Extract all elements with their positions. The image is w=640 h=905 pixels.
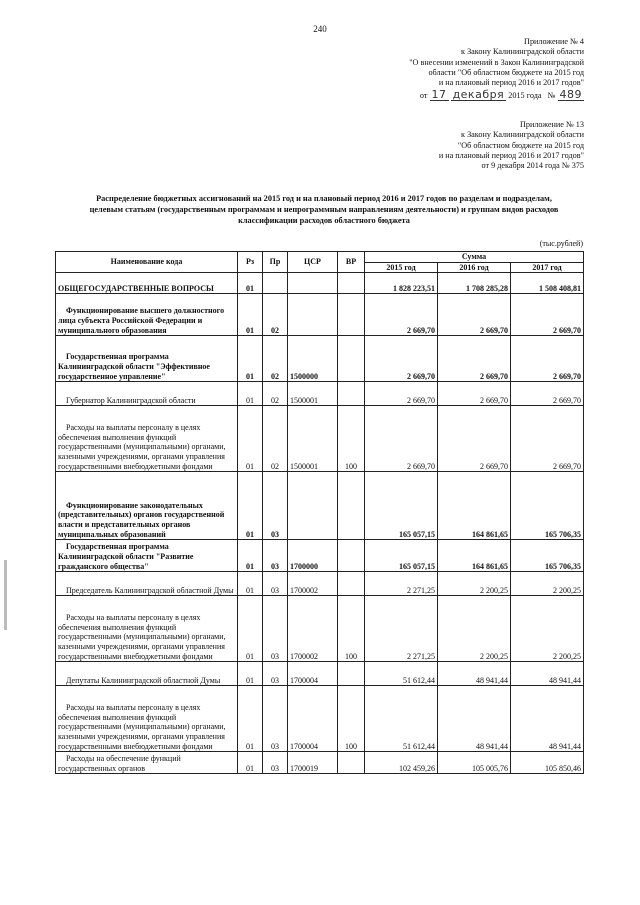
row-2015: 1 828 223,51 [365, 273, 438, 294]
row-csr: 1700019 [288, 752, 338, 774]
row-2016: 2 669,70 [438, 294, 511, 336]
row-2017: 165 706,35 [511, 540, 584, 572]
row-2015: 2 271,25 [365, 572, 438, 596]
row-vr [338, 540, 365, 572]
row-2017: 2 669,70 [511, 336, 584, 382]
table-row [56, 572, 584, 596]
row-2017: 48 941,44 [511, 686, 584, 752]
row-pr: 03 [263, 662, 288, 686]
table-row [56, 382, 584, 406]
row-vr [338, 336, 365, 382]
header-name: Наименование кода [56, 252, 238, 273]
row-name: Председатель Калининградской областной Думы [56, 572, 238, 596]
row-name: Государственная программа Калининградской области "Развитие гражданского общества" [56, 540, 238, 572]
row-csr [288, 294, 338, 336]
row-pr: 03 [263, 572, 288, 596]
title-line-1: Распределение бюджетных ассигнований на 2015 год и на плановый период 2016 и 2017 годов по разделам и подразделам, [96, 194, 552, 203]
page-number: 240 [313, 24, 327, 34]
units-label: (тыс.рублей) [539, 239, 583, 248]
header-2016: 2016 год [438, 262, 511, 273]
handwritten-month: декабря [452, 88, 505, 102]
title-line-3: классификации расходов областного бюджета [238, 216, 410, 225]
row-rz: 01 [238, 382, 263, 406]
row-csr: 1500001 [288, 382, 338, 406]
row-2016: 2 669,70 [438, 382, 511, 406]
row-csr: 1700000 [288, 540, 338, 572]
header-csr: ЦСР [288, 252, 338, 273]
number-prefix: № [547, 91, 556, 101]
row-2017: 48 941,44 [511, 662, 584, 686]
row-name: Депутаты Калининградской областной Думы [56, 662, 238, 686]
row-2016: 48 941,44 [438, 686, 511, 752]
table-header-row [56, 252, 584, 263]
row-vr [338, 572, 365, 596]
row-2016: 48 941,44 [438, 662, 511, 686]
appendix-4-line-2: к Закону Калининградской области [461, 47, 584, 57]
row-name: Губернатор Калининградской области [56, 382, 238, 406]
document-title [40, 193, 608, 226]
row-2017: 2 669,70 [511, 382, 584, 406]
row-csr: 1700004 [288, 686, 338, 752]
row-vr: 100 [338, 596, 365, 662]
row-vr [338, 382, 365, 406]
appendix-13-line-4: и на плановый период 2016 и 2017 годов" [438, 150, 584, 160]
row-pr [263, 273, 288, 294]
header-vr: ВР [338, 252, 365, 273]
row-csr: 1700004 [288, 662, 338, 686]
row-pr: 02 [263, 336, 288, 382]
row-name: Функционирование законодательных (представительных) органов государственной власти и представительных органов муниципальных образований [56, 472, 238, 540]
row-csr: 1500001 [288, 406, 338, 472]
row-pr: 03 [263, 686, 288, 752]
row-2017: 2 200,25 [511, 596, 584, 662]
row-2016: 1 708 285,28 [438, 273, 511, 294]
row-csr: 1700002 [288, 572, 338, 596]
appendix-4-header [409, 37, 584, 102]
row-2016: 2 669,70 [438, 336, 511, 382]
row-2017: 2 200,25 [511, 572, 584, 596]
row-2017: 2 669,70 [511, 294, 584, 336]
table-row [56, 662, 584, 686]
row-2015: 2 669,70 [365, 382, 438, 406]
row-name: Государственная программа Калининградской области "Эффективное государственное управление" [56, 336, 238, 382]
header-sum: Сумма [365, 252, 584, 263]
appendix-4-line-1: Приложение № 4 [524, 37, 584, 46]
row-name: Расходы на выплаты персоналу в целях обеспечения выполнения функций государственными (муниципальными) органами, казенными учреждениями, органами управления государственными внебюджетными фондами [56, 596, 238, 662]
row-2016: 2 200,25 [438, 572, 511, 596]
row-pr: 02 [263, 382, 288, 406]
row-vr [338, 294, 365, 336]
date-prefix: от [419, 91, 428, 101]
table-row [56, 752, 584, 774]
row-vr [338, 662, 365, 686]
scan-edge-mark [4, 560, 7, 630]
row-rz: 01 [238, 336, 263, 382]
date-year: 2015 года [508, 91, 542, 101]
header-rz: Рз [238, 252, 263, 273]
row-rz: 01 [238, 294, 263, 336]
row-csr: 1500000 [288, 336, 338, 382]
row-pr: 03 [263, 752, 288, 774]
row-csr [288, 472, 338, 540]
row-rz: 01 [238, 472, 263, 540]
row-rz: 01 [238, 596, 263, 662]
header-2017: 2017 год [511, 262, 584, 273]
row-rz: 01 [238, 273, 263, 294]
row-2016: 105 005,76 [438, 752, 511, 774]
table-row [56, 540, 584, 572]
row-2015: 51 612,44 [365, 662, 438, 686]
row-rz: 01 [238, 406, 263, 472]
row-2017: 105 850,46 [511, 752, 584, 774]
row-2017: 1 508 408,81 [511, 273, 584, 294]
row-name: ОБЩЕГОСУДАРСТВЕННЫЕ ВОПРОСЫ [56, 273, 238, 294]
table-row [56, 596, 584, 662]
table-row [56, 294, 584, 336]
row-rz: 01 [238, 662, 263, 686]
appendix-4-line-4: области "Об областном бюджете на 2015 год [428, 67, 584, 77]
row-vr: 100 [338, 406, 365, 472]
handwritten-number: 489 [559, 88, 582, 102]
row-pr: 02 [263, 294, 288, 336]
header-pr: Пр [263, 252, 288, 273]
row-pr: 03 [263, 540, 288, 572]
row-vr: 100 [338, 686, 365, 752]
table-row [56, 472, 584, 540]
row-2016: 2 669,70 [438, 406, 511, 472]
row-vr [338, 273, 365, 294]
row-csr: 1700002 [288, 596, 338, 662]
row-vr [338, 472, 365, 540]
appendix-13-line-3: "Об областном бюджете на 2015 год [457, 140, 584, 150]
row-2015: 2 669,70 [365, 336, 438, 382]
row-2015: 51 612,44 [365, 686, 438, 752]
table-row [56, 686, 584, 752]
row-2017: 2 669,70 [511, 406, 584, 472]
row-pr: 03 [263, 596, 288, 662]
row-rz: 01 [238, 752, 263, 774]
table-row [56, 336, 584, 382]
row-2016: 2 200,25 [438, 596, 511, 662]
appendix-4-line-3: "О внесении изменений в Закон Калининградской [409, 57, 584, 67]
row-rz: 01 [238, 540, 263, 572]
row-name: Расходы на выплаты персоналу в целях обеспечения выполнения функций государственными (муниципальными) органами, казенными учреждениями, органами управления государственными внебюджетными фондами [56, 406, 238, 472]
budget-table [55, 251, 584, 774]
appendix-4-date-line [409, 90, 584, 101]
row-2015: 2 271,25 [365, 596, 438, 662]
row-name: Расходы на обеспечение функций государственных органов [56, 752, 238, 774]
row-vr [338, 752, 365, 774]
row-2017: 165 706,35 [511, 472, 584, 540]
row-name: Функционирование высшего должностного лица субъекта Российской Федерации и муниципального образования [56, 294, 238, 336]
row-2015: 2 669,70 [365, 294, 438, 336]
row-name: Расходы на выплаты персоналу в целях обеспечения выполнения функций государственными (муниципальными) органами, казенными учреждениями, органами управления государственными внебюджетными фондами [56, 686, 238, 752]
row-2015: 102 459,26 [365, 752, 438, 774]
row-2016: 164 861,65 [438, 540, 511, 572]
row-pr: 03 [263, 472, 288, 540]
row-rz: 01 [238, 686, 263, 752]
header-2015: 2015 год [365, 262, 438, 273]
table-row [56, 406, 584, 472]
appendix-13-line-5: от 9 декабря 2014 года № 375 [481, 161, 584, 171]
handwritten-day: 17 [431, 88, 447, 102]
row-2016: 164 861,65 [438, 472, 511, 540]
row-2015: 2 669,70 [365, 406, 438, 472]
row-2015: 165 057,15 [365, 540, 438, 572]
row-2015: 165 057,15 [365, 472, 438, 540]
row-pr: 02 [263, 406, 288, 472]
appendix-13-header [439, 120, 584, 171]
appendix-13-line-2: к Закону Калининградской области [461, 130, 584, 140]
row-csr [288, 273, 338, 294]
appendix-13-line-1: Приложение № 13 [519, 120, 584, 129]
title-line-2: целевым статьям (государственным программам и непрограммным направлениям деятельности) и группам видов расходов [89, 205, 559, 214]
appendix-4-line-5: и на плановый период 2016 и 2017 годов" [438, 78, 584, 88]
table-row [56, 273, 584, 294]
row-rz: 01 [238, 572, 263, 596]
